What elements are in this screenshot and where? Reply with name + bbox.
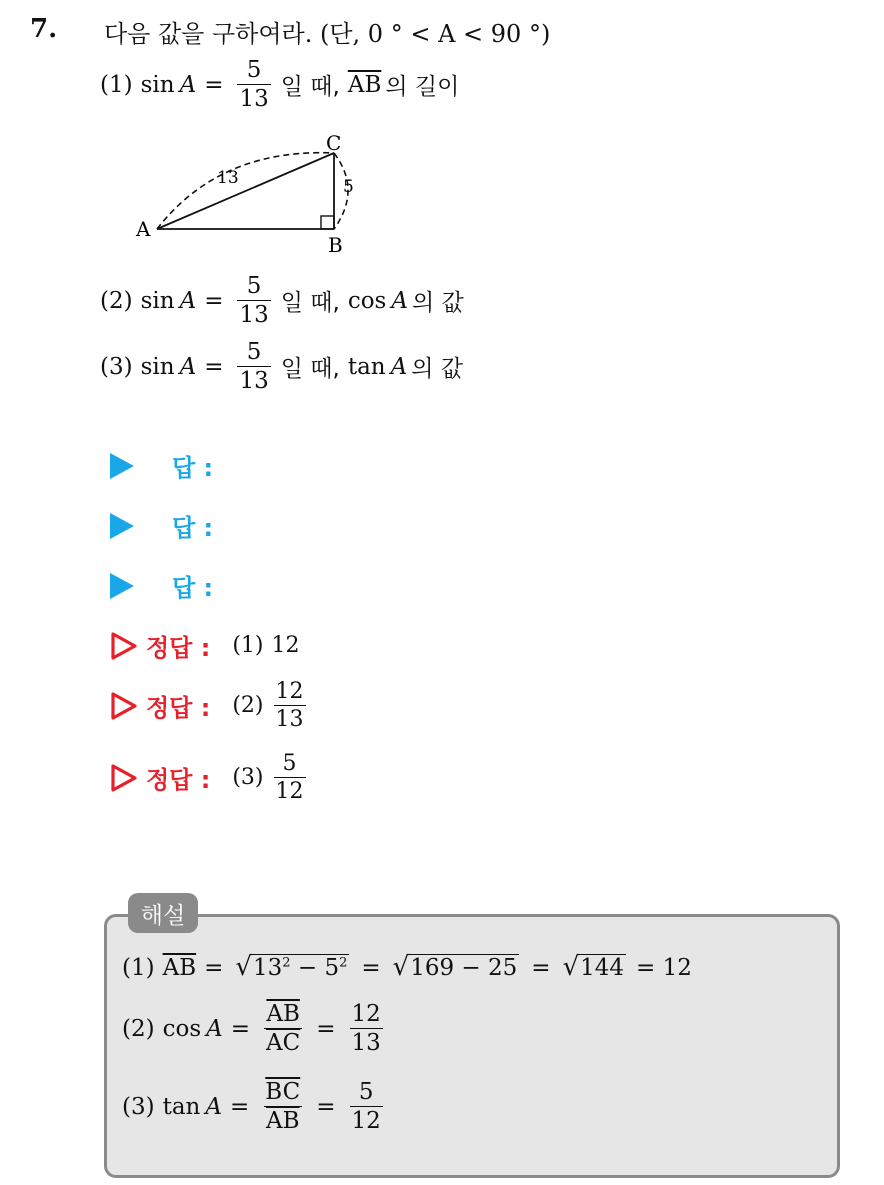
answer-fraction xyxy=(274,680,306,731)
exp-fraction-result xyxy=(350,1002,383,1055)
item-target: $\overline{AB}$ xyxy=(347,71,382,98)
red-outline-triangle-icon xyxy=(110,691,138,721)
exp-part: (3) xyxy=(122,1093,155,1120)
sqrt-exp: 2 xyxy=(339,955,348,971)
exp-part: (2) xyxy=(122,1015,155,1042)
sqrt-minus: − xyxy=(290,955,325,981)
item-func: sin xyxy=(140,71,175,98)
answer-value: 12 xyxy=(271,633,300,658)
item-end: 의 값 xyxy=(412,290,464,317)
exp-eq: = xyxy=(316,1015,336,1042)
sqrt-sign: √ xyxy=(235,952,252,982)
frac-num: $\overline{BC}$ xyxy=(265,1079,301,1105)
exp-eq: = xyxy=(316,1093,336,1120)
frac-den: 13 xyxy=(239,368,269,395)
frac-den: AB xyxy=(265,1108,300,1135)
answer-part: (3) xyxy=(232,765,264,791)
exp-result: = 12 xyxy=(636,955,692,982)
prompt-condition: (단, 0 ° < A < 90 °) xyxy=(320,20,551,48)
frac-num: 12 xyxy=(351,1001,381,1027)
frac-den: 12 xyxy=(351,1108,381,1135)
vertex-c: C xyxy=(326,131,342,155)
item-label: (3) xyxy=(100,353,133,380)
item-target-func: cos xyxy=(347,287,387,314)
item-1 xyxy=(100,58,459,111)
sqrt-sign: √ xyxy=(562,952,580,982)
frac-num: 5 xyxy=(282,751,297,776)
item-fraction xyxy=(237,58,270,111)
sqrt-exp: 2 xyxy=(282,955,291,971)
vertex-b: B xyxy=(328,233,343,257)
explanation-line-1 xyxy=(122,954,692,983)
item-fraction xyxy=(237,340,270,393)
item-end: 의 길이 xyxy=(385,74,460,101)
answer-label: 답 : xyxy=(172,514,214,542)
item-label: (2) xyxy=(100,287,133,314)
item-var: A xyxy=(179,353,197,380)
sqrt-body: 169 − 25 xyxy=(410,955,518,981)
correct-answer-2 xyxy=(110,680,312,731)
correct-value xyxy=(232,752,311,803)
sqrt-body: 144 xyxy=(580,955,625,981)
frac-num: 5 xyxy=(246,57,262,83)
exp-eq: = xyxy=(531,955,551,982)
exp-var: A xyxy=(205,1093,222,1120)
item-end: 의 값 xyxy=(411,356,463,383)
sqrt-term: 5 xyxy=(324,955,340,981)
correct-label: 정답 : xyxy=(146,694,211,723)
item-func: sin xyxy=(140,287,175,314)
frac-num: $\overline{AB}$ xyxy=(266,1001,300,1027)
explanation-line-2 xyxy=(122,1002,389,1055)
sqrt-term: 13 xyxy=(252,955,283,981)
frac-den: 13 xyxy=(275,707,304,733)
frac-num: 5 xyxy=(246,339,262,365)
answer-blank-3 xyxy=(110,568,213,603)
answer-label: 답 : xyxy=(172,454,214,482)
exp-eq: = xyxy=(204,955,224,982)
hyp-label: 13 xyxy=(217,168,239,188)
answer-blank-1 xyxy=(110,448,213,483)
exp-var: A xyxy=(206,1015,223,1042)
answer-blank-2 xyxy=(110,508,213,543)
frac-den: AC xyxy=(266,1030,301,1057)
correct-answer-3 xyxy=(110,752,312,803)
frac-num: 12 xyxy=(275,679,304,704)
exp-fraction xyxy=(263,1080,302,1133)
frac-den: 12 xyxy=(275,779,304,805)
correct-value xyxy=(232,680,311,731)
blue-triangle-icon xyxy=(110,513,134,539)
question-prompt xyxy=(104,14,550,49)
item-target-var: A xyxy=(390,353,408,380)
frac-num: 5 xyxy=(358,1079,374,1105)
sqrt-1 xyxy=(235,954,349,983)
item-var: A xyxy=(179,287,197,314)
red-outline-triangle-icon xyxy=(110,631,138,661)
blue-triangle-icon xyxy=(110,453,134,479)
sqrt-2 xyxy=(393,954,520,983)
item-target-func: tan xyxy=(347,353,386,380)
item-when: 일 때, xyxy=(280,74,340,101)
exp-eq: = xyxy=(230,1015,251,1042)
exp-eq: = xyxy=(230,1093,250,1120)
item-fraction xyxy=(237,274,270,327)
exp-part: (1) xyxy=(122,955,155,982)
correct-answer-1 xyxy=(110,628,300,663)
item-3 xyxy=(100,340,463,393)
correct-value xyxy=(232,633,299,658)
exp-fraction xyxy=(264,1002,302,1055)
item-label: (1) xyxy=(100,71,133,98)
explanation-line-3 xyxy=(122,1080,389,1133)
frac-num: 5 xyxy=(246,273,262,299)
item-func: sin xyxy=(140,353,175,380)
frac-den: 13 xyxy=(239,302,269,329)
triangle-figure xyxy=(130,128,370,258)
item-when: 일 때, xyxy=(280,290,340,317)
frac-den: 13 xyxy=(239,86,269,113)
item-target-var: A xyxy=(391,287,408,314)
vertex-a: A xyxy=(136,217,151,241)
answer-label: 답 : xyxy=(172,574,214,602)
item-eq: = xyxy=(204,287,224,314)
sqrt-sign: √ xyxy=(392,952,410,982)
item-eq: = xyxy=(204,71,224,98)
exp-func: cos xyxy=(162,1015,202,1042)
side-label: 5 xyxy=(343,177,354,197)
answer-part: (2) xyxy=(232,693,264,719)
explanation-tab: 해설 xyxy=(128,893,198,933)
item-eq: = xyxy=(204,353,224,380)
red-outline-triangle-icon xyxy=(110,763,138,793)
item-var: A xyxy=(179,71,197,98)
correct-label: 정답 : xyxy=(146,766,211,795)
exp-lhs: $\overline{AB}$ xyxy=(162,955,197,982)
prompt-text: 다음 값을 구하여라. xyxy=(104,20,313,48)
frac-den: 13 xyxy=(351,1030,381,1057)
exp-func: tan xyxy=(162,1093,201,1120)
sqrt-3 xyxy=(563,954,626,983)
answer-fraction xyxy=(274,752,306,803)
blue-triangle-icon xyxy=(110,573,134,599)
exp-eq: = xyxy=(361,955,381,982)
correct-label: 정답 : xyxy=(146,634,211,662)
right-angle-mark xyxy=(321,216,334,229)
item-when: 일 때, xyxy=(280,356,340,383)
answer-part: (1) xyxy=(232,633,264,658)
question-number: 7. xyxy=(30,14,58,44)
item-2 xyxy=(100,274,464,327)
exp-fraction-result xyxy=(350,1080,383,1133)
